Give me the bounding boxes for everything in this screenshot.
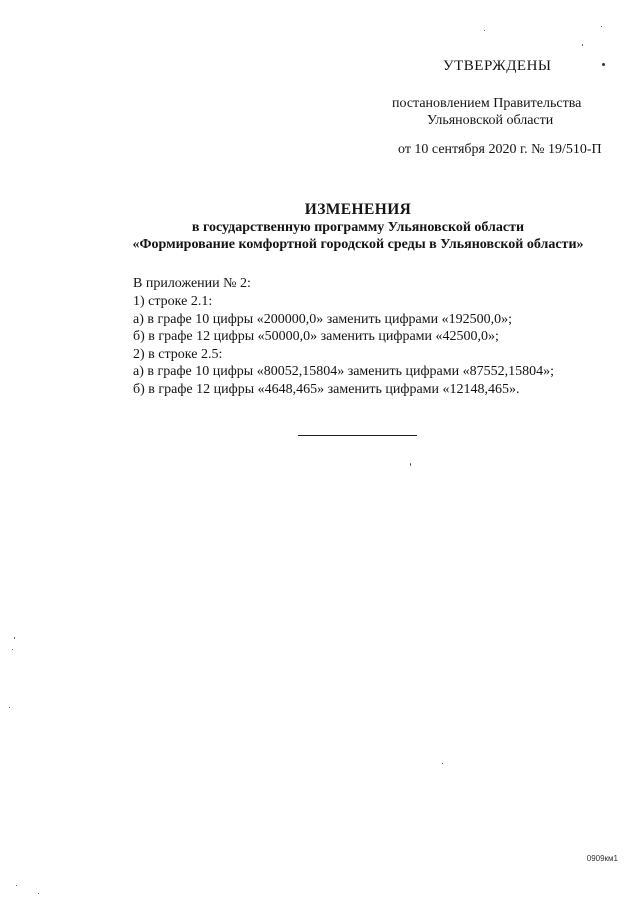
document-subtitle-2: «Формирование комфортной городской среды в Ульяновской области» (132, 237, 584, 252)
body-line: а) в графе 10 цифры «80052,15804» заменить цифрами «87552,15804»; (133, 364, 555, 379)
decree-line-2: Ульяновской области (427, 113, 554, 128)
body-line: б) в графе 12 цифры «4648,465» заменить цифрами «12148,465». (133, 382, 520, 397)
decree-line-1: постановлением Правительства (392, 96, 582, 111)
document-subtitle-1: в государственную программу Ульяновской области (191, 220, 525, 235)
scan-speck (9, 707, 10, 708)
scan-speck (16, 885, 17, 886)
end-divider (298, 435, 417, 436)
scan-speck (601, 26, 602, 27)
body-line: б) в графе 12 цифры «50000,0» заменить цифрами «42500,0»; (133, 329, 499, 344)
scan-speck (14, 637, 15, 639)
document-title: ИЗМЕНЕНИЯ (304, 201, 412, 218)
body-line: 1) строке 2.1: (133, 294, 213, 309)
scan-speck (12, 649, 13, 650)
scan-speck (410, 463, 411, 466)
decree-line-3: от 10 сентября 2020 г. № 19/510-П (398, 142, 602, 157)
scan-speck (602, 63, 605, 66)
approved-heading: УТВЕРЖДЕНЫ (443, 58, 552, 74)
scan-speck (582, 44, 583, 46)
scan-speck (38, 893, 39, 894)
scan-speck (442, 763, 443, 764)
body-line: 2) в строке 2.5: (133, 347, 223, 362)
body-line: В приложении № 2: (133, 276, 251, 291)
scan-speck (484, 30, 485, 31)
body-line: а) в графе 10 цифры «200000,0» заменить цифрами «192500,0»; (133, 312, 513, 327)
footer-code: 0909км1 (586, 854, 618, 863)
